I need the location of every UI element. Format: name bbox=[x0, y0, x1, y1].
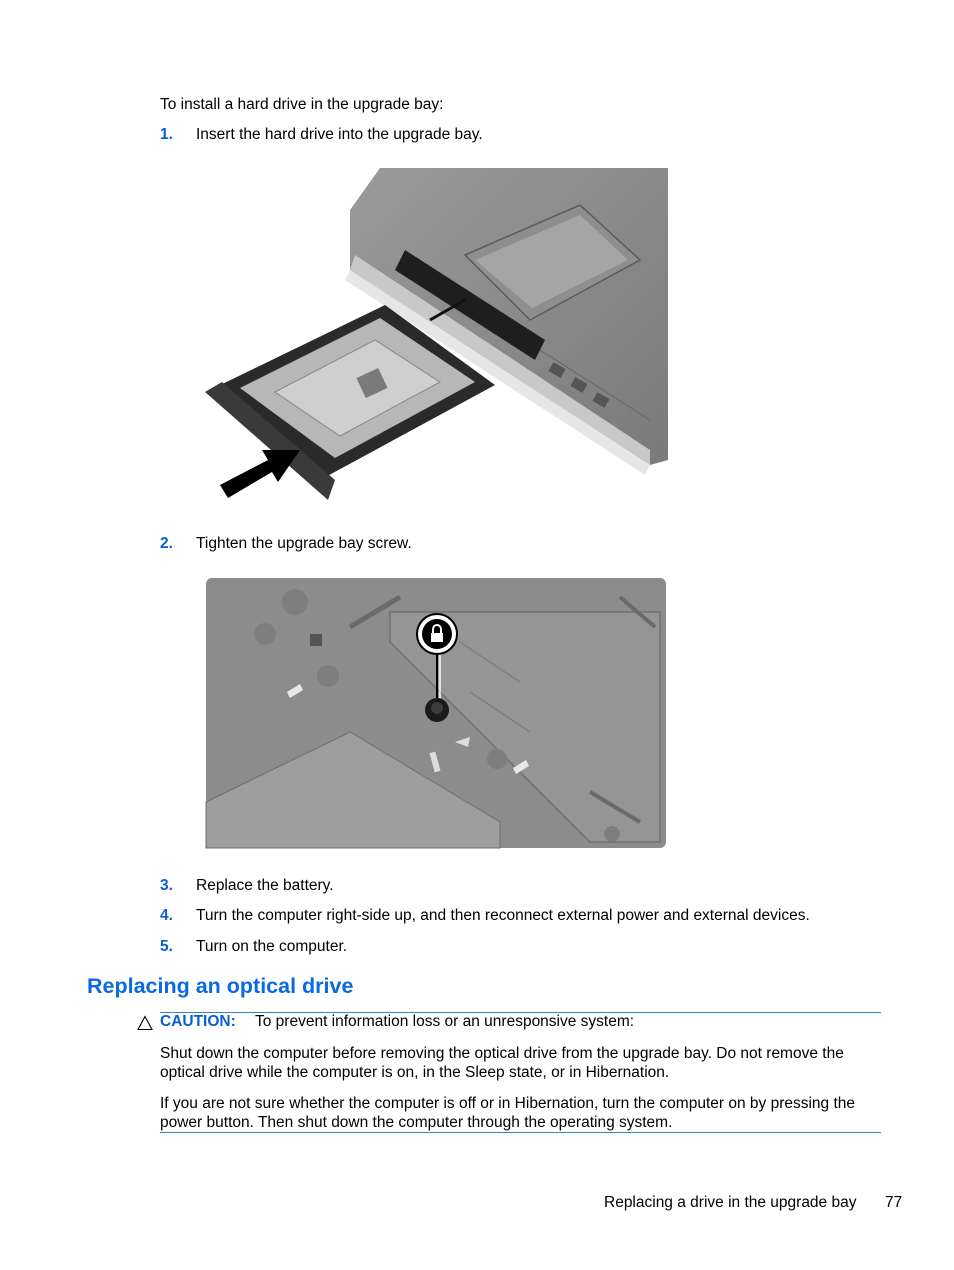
caution-text: To prevent information loss or an unresponsive system: bbox=[255, 1013, 635, 1030]
step-number-1: 1. bbox=[160, 126, 173, 143]
upgrade-bay-screw-illustration bbox=[200, 572, 672, 854]
footer-page-number: 77 bbox=[885, 1194, 903, 1211]
caution-label: CAUTION: bbox=[160, 1013, 236, 1030]
caution-triangle-icon bbox=[137, 1015, 153, 1031]
intro-text: To install a hard drive in the upgrade bay: bbox=[160, 96, 444, 113]
step-text-3: Replace the battery. bbox=[196, 877, 334, 894]
section-heading: Replacing an optical drive bbox=[87, 974, 354, 998]
step-number-4: 4. bbox=[160, 907, 173, 924]
hard-drive-insert-illustration bbox=[200, 160, 672, 520]
footer-chapter-title: Replacing a drive in the upgrade bay bbox=[604, 1194, 857, 1211]
step-text-4: Turn the computer right-side up, and then reconnect external power and external devices. bbox=[196, 907, 810, 924]
caution-paragraph-2: If you are not sure whether the computer is off or in Hibernation, turn the computer on by pressing the power button. Then shut down the computer through the operating system. bbox=[160, 1095, 856, 1131]
step-text-5: Turn on the computer. bbox=[196, 938, 348, 955]
caution-bottom-rule bbox=[160, 1132, 881, 1133]
step-text-2: Tighten the upgrade bay screw. bbox=[196, 535, 412, 552]
caution-paragraph-1: Shut down the computer before removing the optical drive from the upgrade bay. Do not remove the optical drive while the computer is on, in the Sleep state, or in Hibernation. bbox=[160, 1045, 844, 1081]
step-number-2: 2. bbox=[160, 535, 173, 552]
step-text-1: Insert the hard drive into the upgrade bay. bbox=[196, 126, 483, 143]
step-number-3: 3. bbox=[160, 877, 173, 894]
step-number-5: 5. bbox=[160, 938, 173, 955]
lock-icon bbox=[417, 614, 457, 654]
